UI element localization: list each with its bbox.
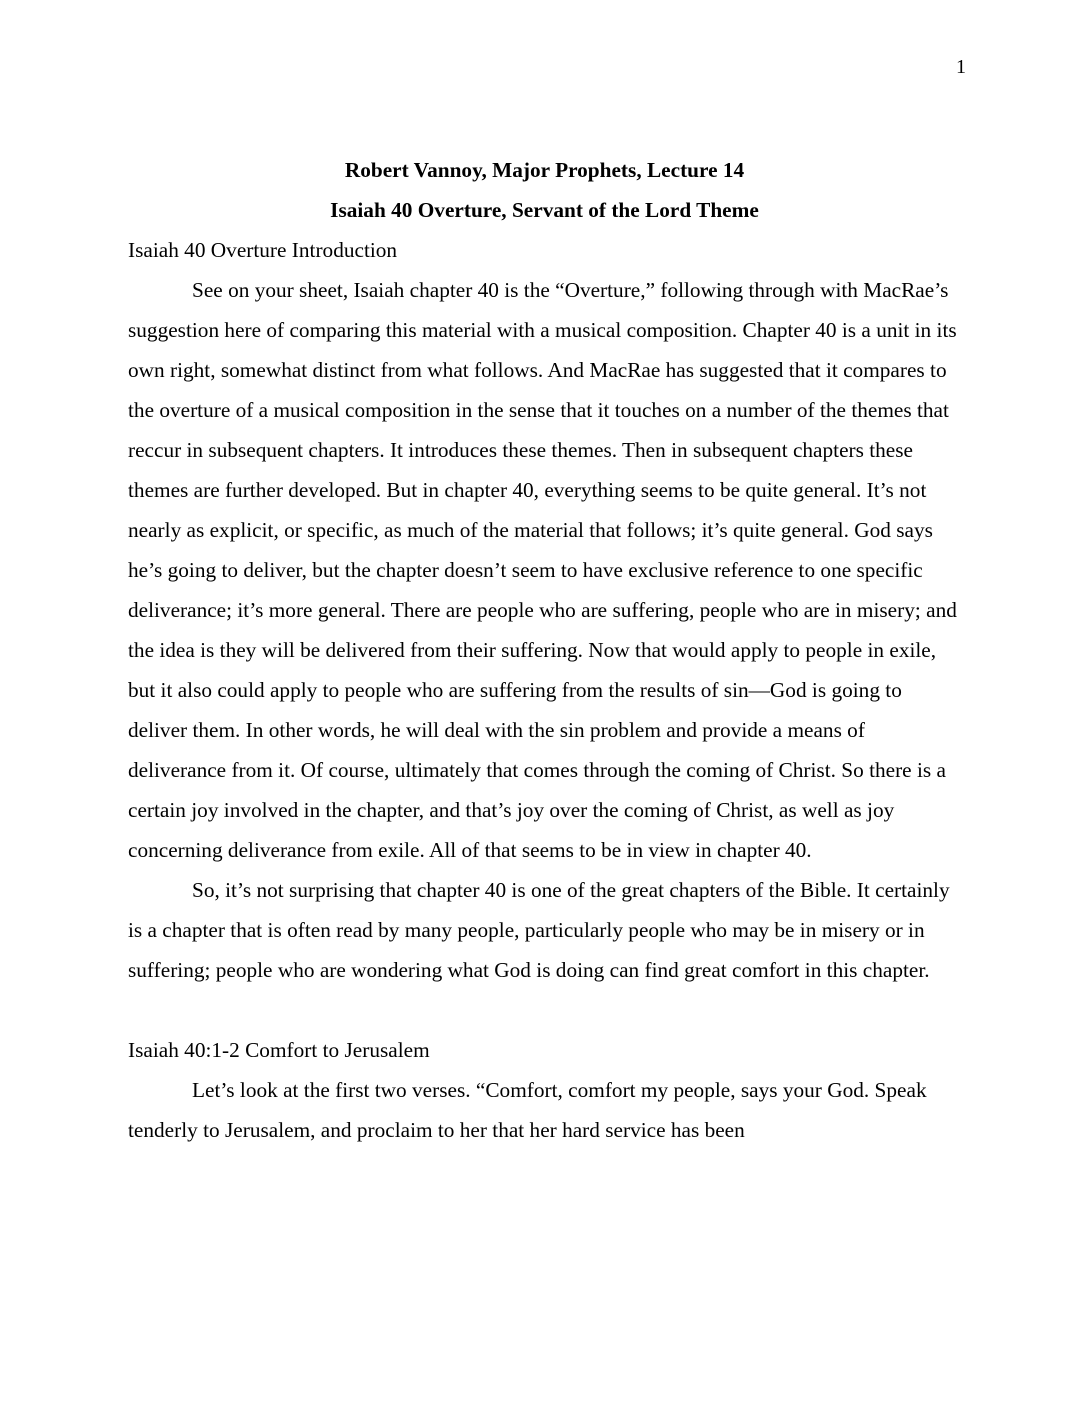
document-title-line-2: Isaiah 40 Overture, Servant of the Lord Theme (330, 198, 759, 222)
paragraph: See on your sheet, Isaiah chapter 40 is the “Overture,” following through with MacRae’s suggestion here of comparing this material with a musical composition. Chapter 40 is a unit in its own right, somewhat distinct from what follows. And MacRae has suggested that it compares to the overture of a musical composition in the sense that it touches on a number of the themes that reccur in subsequent chapters. It introduces these themes. Then in subsequent chapters these themes are further developed. But in chapter 40, everything seems to be quite general. It’s not nearly as explicit, or specific, as much of the material that follows; it’s quite general. God says he’s going to deliver, but the chapter doesn’t seem to have exclusive reference to one specific deliverance; it’s more general. There are people who are suffering, people who are in misery; and the idea is they will be delivered from their suffering. Now that would apply to people in exile, but it also could apply to people who are suffering from the results of sin—God is going to deliver them. In other words, he will deal with the sin problem and provide a means of deliverance from it. Of course, ultimately that comes through the coming of Christ. So there is a certain joy involved in the chapter, and that’s joy over the coming of Christ, as well as joy concerning deliverance from exile. All of that seems to be in view in chapter 40. (128, 278, 957, 862)
section-overture-introduction (128, 230, 961, 990)
section-comfort-to-jerusalem (128, 1030, 961, 1150)
section-heading: Isaiah 40 Overture Introduction (128, 238, 398, 262)
section-heading: Isaiah 40:1-2 Comfort to Jerusalem (128, 1038, 430, 1062)
document-title-line-1: Robert Vannoy, Major Prophets, Lecture 14 (344, 158, 745, 182)
paragraph: So, it’s not surprising that chapter 40 is one of the great chapters of the Bible. It certainly is a chapter that is often read by many people, particularly people who may be in misery or in suffering; people who are wondering what God is doing can find great comfort in this chapter. (128, 878, 950, 982)
page-number: 1 (956, 56, 966, 78)
paragraph: Let’s look at the first two verses. “Comfort, comfort my people, says your God. Speak tenderly to Jerusalem, and proclaim to her that her hard service has been (128, 1078, 927, 1142)
document-content (128, 150, 961, 1150)
